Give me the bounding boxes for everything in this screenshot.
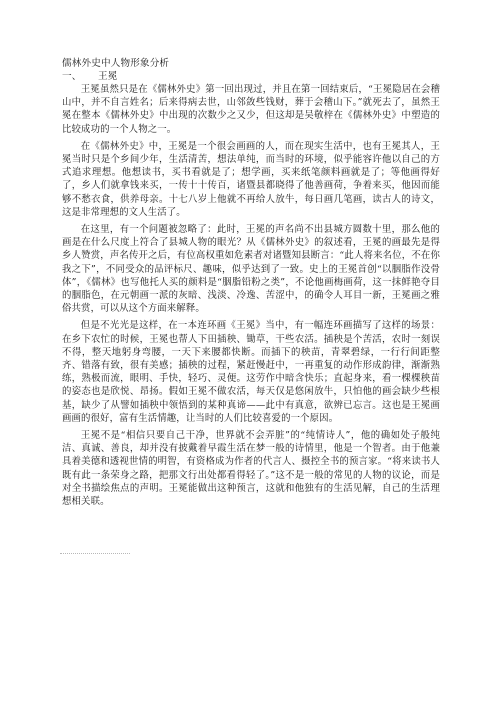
footer-divider <box>60 553 130 554</box>
paragraph-1: 王冕虽然只是在《儒林外史》第一回出现过，并且在第一回结束后，“王冕隐居在会稽山中，并不自言姓名；后来得病去世，山邻敛些钱财，葬于会稽山下。”就死去了，虽然王冕在整本《儒林外史》中出现的次数少之又少，但这却是吴敬梓在《儒林外史》中塑造的比较成功的一个人物之一。 <box>62 84 440 135</box>
paragraph-3: 在这里，有一个问题被忽略了：此时，王冕的声名尚不出县城方圆数十里，那么他的画是在什么尺度上符合了县城人物的眼光？从《儒林外史》的叙述看，王冕的画最先是得乡人赞赏，声名传开之后，有位高权重如危素者对诸暨知县断言：“此人将来名位，不在你我之下”，不同受众的品评标尺、趣味，似乎达到了一致。史上的王冕首创“以胭脂作没骨体”，《儒林》也写他托人买的颜料是“胭脂铅粉之类”，不论他画梅画荷，这一抹鲜艳夺目的胭脂色，在元朝画一派的灰暗、浅淡、冷逸、苦涩中，的确令人耳目一新，王冕画之雅俗共赏，可以从这个方面来解释。 <box>62 224 440 315</box>
section-heading <box>62 70 440 83</box>
document-body <box>62 57 440 512</box>
paragraph-4: 但是不光光是这样，在一本连环画《王冕》当中，有一幅连环画描写了这样的场景：在乡下农忙的时候，王冕也帮人下田插秧、锄草，干些农活。插秧是个苦活，农时一刻误不得，整天地躬身弯腰，一天下来腰都快断。而插下的秧苗，青翠碧绿，一行行间距整齐、错落有致，很有美感；插秧的过程，紧赶慢赶中，一再重复的动作形成韵律，渐渐熟练，熟极而流，眼明、手快，轻巧、灵便。这劳作中暗含快乐；直起身来，看一棵棵秧苗的姿态也是欣悦、昂扬。假如王冕不做农活，每天仅是悠闲放牛，只怕他的画会缺少些根基，缺少了从譬如插秧中领悟到的某种真谛——此中有真意，欲辨已忘言。这也是王冕画画画的很好，富有生活情趣，让当时的人们比较喜爱的一个原因。 <box>62 320 440 424</box>
paragraph-5: 王冕不是“相信只要自己干净，世界就不会弄脏”的“纯情诗人”，他的确如处子般纯洁、真诚、善良，却并没有披戴着早霞生活在梦一般的诗情里，他是一个智者。由于他兼具着美德和透视世情的明智，有资格成为作者的代言人、摄控全书的预言家。“将来读书人既有此一条荣身之路，把那文行出处都看得轻了。”这不是一般的常见的人物的议论，而是对全书描绘焦点的声明。王冕能做出这种预言，这就和他独有的生活见解，自己的生活理想相关联。 <box>62 430 440 508</box>
section-number: 一、 <box>62 71 82 82</box>
section-title: 王冕 <box>98 71 118 82</box>
paragraph-2: 在《儒林外史》中，王冕是一个很会画画的人，而在现实生活中，也有王冕其人，王冕当时只是个乡间少年，生活清苦，想法单纯，而当时的环境，似乎能容许他以自己的方式追求理想。他想读书，买书看就是了；想学画，买来纸笔颜料画就是了；等他画得好了，乡人们就拿钱来买，一传十十传百，诸暨县都晓得了他善画荷，争着来买，他因而能够不愁衣食，供养母亲。十七八岁上他就不再给人放牛，每日画几笔画，读古人的诗文，这是非常理想的文人生活了。 <box>62 140 440 218</box>
document-title: 儒林外史中人物形象分析 <box>62 58 170 69</box>
